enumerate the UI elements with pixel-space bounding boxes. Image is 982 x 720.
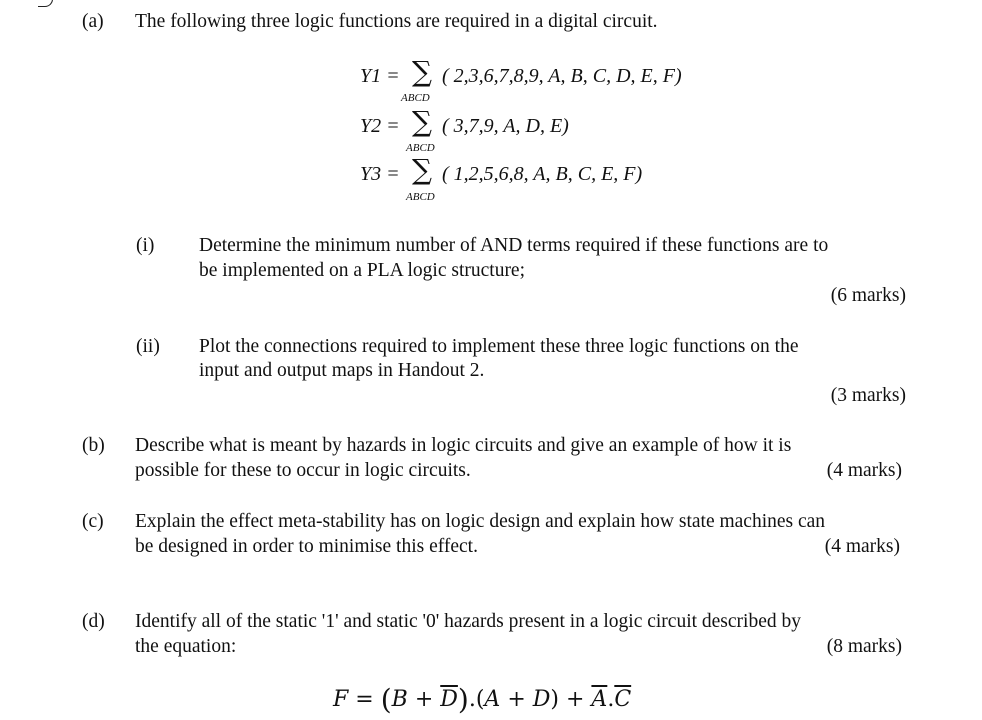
y3-terms: ( 1,2,5,6,8, A, B, C, E, F) xyxy=(442,163,643,185)
page-corner-mark xyxy=(38,0,53,7)
y1-terms: ( 2,3,6,7,8,9, A, B, C, D, E, F) xyxy=(442,65,682,87)
part-c-label: (c) xyxy=(82,511,104,532)
eq-a: A xyxy=(484,687,501,712)
sub-i-line2: be implemented on a PLA logic structure; xyxy=(199,260,526,281)
sub-i-marks: (6 marks) xyxy=(830,285,906,306)
y3-lhs: Y3 = xyxy=(360,163,400,185)
sub-ii-label: (ii) xyxy=(136,336,160,357)
eq-b: B xyxy=(391,687,408,712)
part-c-marks: (4 marks) xyxy=(824,536,900,557)
part-a-label: (a) xyxy=(82,11,104,32)
part-d-line1: Identify all of the static '1' and static '0' hazards present in a logic circuit described by xyxy=(135,611,801,632)
part-d-label: (d) xyxy=(82,611,105,632)
part-b-line2: possible for these to occur in logic circuits. xyxy=(135,460,471,481)
y1-sigma: ∑ xyxy=(412,55,432,88)
part-c-line1: Explain the effect meta-stability has on logic design and explain how state machines can xyxy=(135,511,826,532)
sub-ii-line1: Plot the connections required to implement these three logic functions on the xyxy=(199,336,799,357)
sub-ii-marks: (3 marks) xyxy=(830,385,906,406)
part-b-marks: (4 marks) xyxy=(826,460,902,481)
eq-f: F xyxy=(333,687,349,712)
eq-dot-1: . xyxy=(468,687,476,712)
eq-d-bar: $\overline{D}$ xyxy=(440,687,458,712)
eq-d: D xyxy=(532,687,551,712)
sub-i-line1: Determine the minimum number of AND terms required if these functions are to xyxy=(199,235,829,256)
y1-subscript: ABCD xyxy=(401,92,430,104)
eq-c-bar: $\overline{C}$ xyxy=(614,687,632,712)
part-b-label: (b) xyxy=(82,435,105,456)
eq-equals: = xyxy=(355,687,374,712)
part-c-line2: be designed in order to minimise this effect. xyxy=(135,536,478,557)
part-d-line2: the equation: xyxy=(135,636,237,657)
sub-ii-line2: input and output maps in Handout 2. xyxy=(199,360,485,381)
eq-plus-3: + xyxy=(565,687,585,712)
eq-open-paren-2: ( xyxy=(475,687,485,712)
eq-close-paren-2: ) xyxy=(550,687,559,712)
y2-lhs: Y2 = xyxy=(360,115,400,137)
y1-lhs: Y1 = xyxy=(360,65,400,87)
eq-close-paren: ) xyxy=(457,683,469,716)
y3-sigma: ∑ xyxy=(412,153,432,186)
y2-terms: ( 3,7,9, A, D, E) xyxy=(442,115,569,137)
y3-subscript: ABCD xyxy=(406,191,435,203)
y2-sigma: ∑ xyxy=(412,105,432,138)
hazard-equation xyxy=(333,683,631,716)
eq-dot-2: . xyxy=(607,687,615,712)
eq-open-paren: ( xyxy=(380,683,392,716)
eq-plus-1: + xyxy=(414,687,434,712)
part-d-marks: (8 marks) xyxy=(826,636,902,657)
y2-subscript: ABCD xyxy=(406,142,435,154)
part-a-intro: The following three logic functions are required in a digital circuit. xyxy=(135,11,658,32)
eq-plus-2: + xyxy=(507,687,526,712)
part-b-line1: Describe what is meant by hazards in logic circuits and give an example of how it is xyxy=(135,435,792,456)
eq-a-bar: $\overline{A}$ xyxy=(591,687,608,712)
sub-i-label: (i) xyxy=(136,235,155,256)
